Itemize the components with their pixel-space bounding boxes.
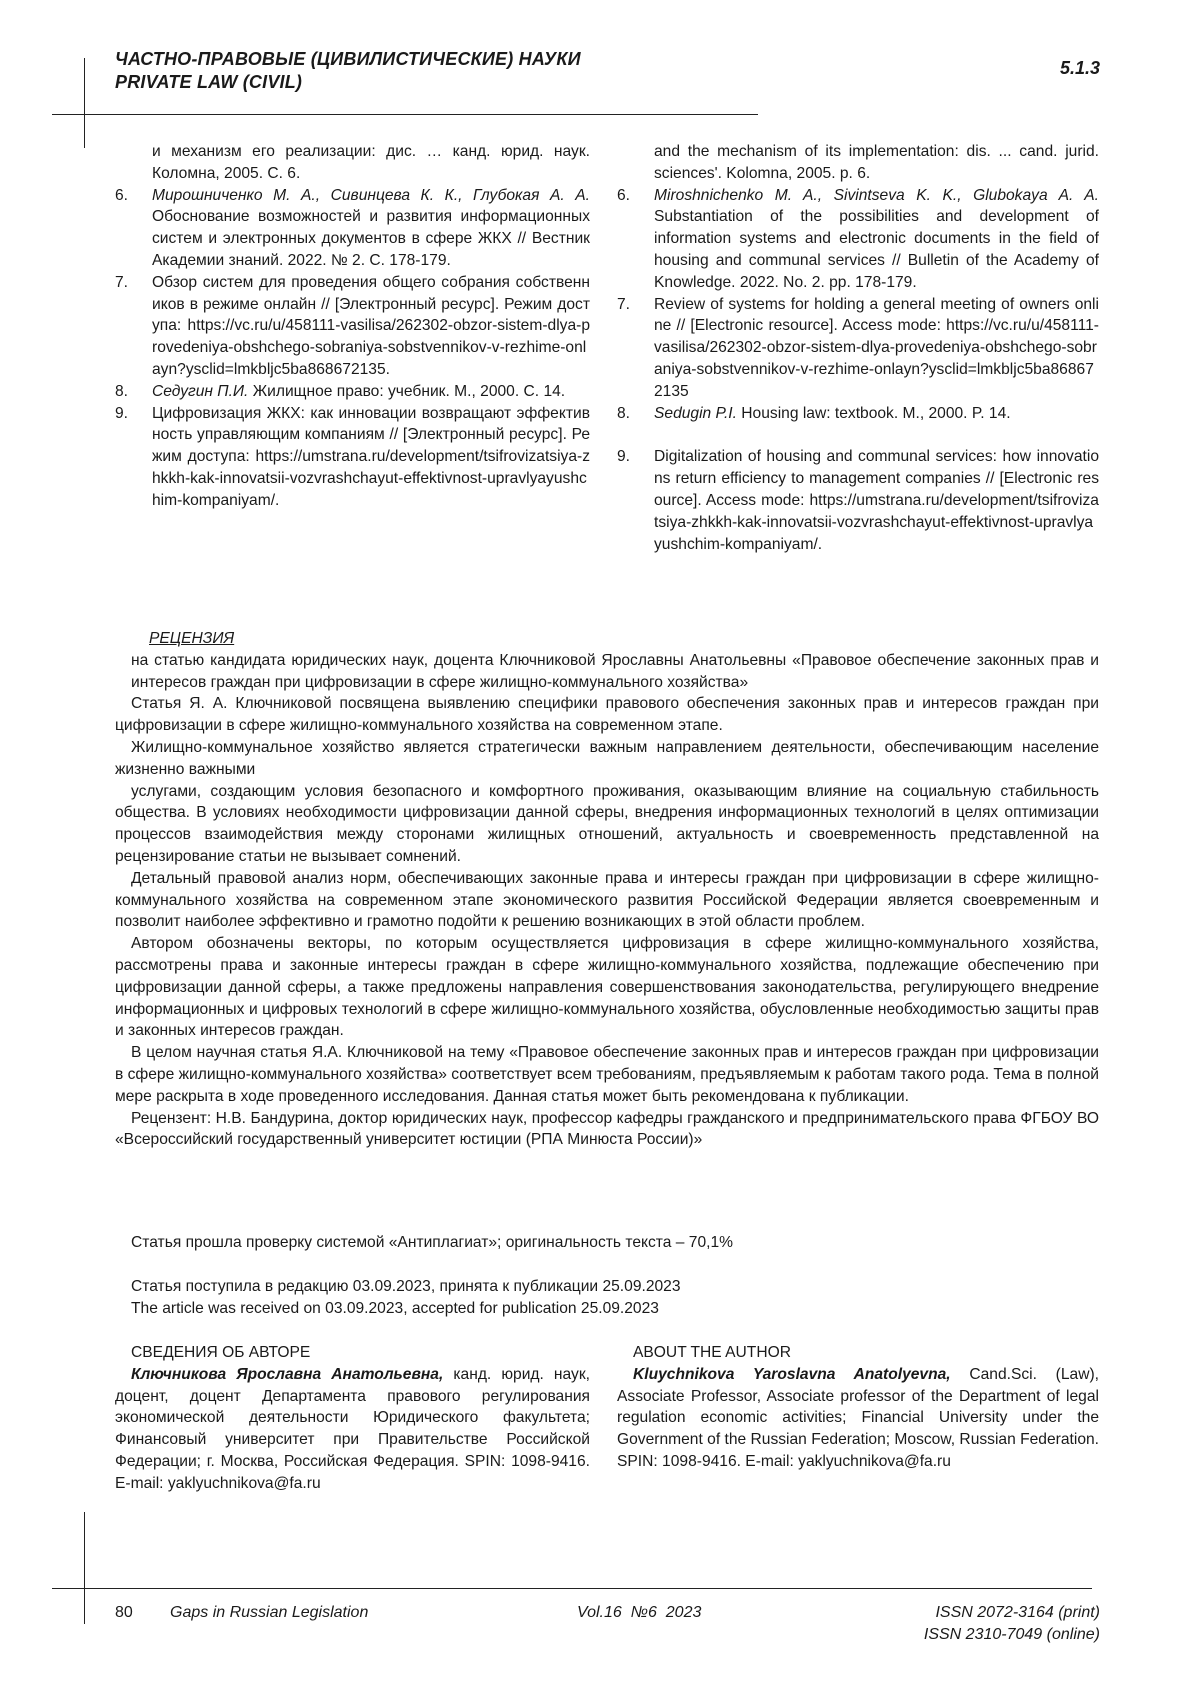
page-number: 80 [115, 1604, 133, 1621]
review-title: РЕЦЕНЗИЯ [149, 630, 235, 647]
section-header [115, 48, 581, 94]
reference-authors: Мирошниченко М. А., Сивинцева К. К., Глубокая А. А. [152, 186, 590, 204]
author-heading-ru: СВЕДЕНИЯ ОБ АВТОРЕ [131, 1344, 311, 1361]
received-note-en: The article was received on 03.09.2023, accepted for publication 25.09.2023 [131, 1299, 659, 1317]
author-info-en [617, 1342, 1099, 1473]
reference-number: 6. [617, 186, 631, 204]
author-name-en: Kluychnikova Yaroslavna Anatolyevna, [633, 1365, 951, 1383]
article-notes [131, 1232, 733, 1319]
reference-authors: Sedugin P.I. [654, 404, 737, 422]
reference-number: 8. [115, 382, 129, 400]
reference-item [617, 403, 1099, 425]
reference-number: 7. [115, 273, 129, 291]
reference-item [617, 185, 1099, 294]
reference-text: Цифровизация ЖКХ: как инновации возвращают эффективность управляющим компаниям // [Электронный ресурс]. Режим доступа: https://umstrana.ru/development/tsifrovizatsiya-zhkkh-kak-innovatsii-vozvrashchayut-effektivnost-upravlyayushchim-kompaniyam/. [152, 404, 590, 509]
review-paragraph: на статью кандидата юридических наук, доцента Ключниковой Ярославны Анатольевны «Правовое обеспечение законных прав и интересов граждан при цифровизации в сфере жилищно-коммунального хозяйства» [131, 651, 1099, 691]
reference-text: Substantiation of the possibilities and development of information systems and electronic documents in the field of housing and communal services // Bulletin of the Academy of Knowledge. 2022. No. 2. pp. 178-179. [654, 208, 1099, 291]
review-paragraph: услугами, создающим условия безопасного и комфортного проживания, оказывающим влияние на социальную стабильность общества. В условиях необходимости цифровизации данной сферы, внедрения информационных технологий в целях оптимизации процессов взаимодействия между сторонами жилищных отношений, актуальность и своевременность представленной на рецензирование статьи не вызывает сомнений. [115, 782, 1099, 865]
section-title-en: PRIVATE LAW (CIVIL) [115, 72, 303, 92]
reference-number: 8. [617, 404, 631, 422]
received-note-ru: Статья поступила в редакцию 03.09.2023, принята к публикации 25.09.2023 [131, 1277, 681, 1295]
top-left-vertical-rule [84, 58, 85, 148]
reference-authors: Miroshnichenko M. A., Sivintseva K. K., Glubokaya A. A. [654, 186, 1099, 204]
header-horizontal-rule [52, 114, 758, 115]
reference-continuation: and the mechanism of its implementation: dis. ... cand. jurid. sciences'. Kolomna, 2005. p. 6. [654, 143, 1099, 182]
author-description-en: Kluychnikova Yaroslavna Anatolyevna, Cand.Sci. (Law), Associate Professor, Associate professor of the Department of legal regulation economic activities; Financial University under the Government of the Russian Federation; Moscow, Russian Federation. SPIN: 1098-9416. E-mail: yaklyuchnikova@fa.ru [617, 1365, 1099, 1470]
reference-number: 6. [115, 186, 129, 204]
volume-info: Vol.16 №6 2023 [577, 1604, 702, 1621]
review-paragraph: Детальный правовой анализ норм, обеспечивающих законные права и интересы граждан при цифровизации в сфере жилищно-коммунального хозяйства на современном этапе экономического развития Российской Федерации является своевременным и позволит наиболее эффективно и грамотно подойти к решению возникающих в этой области проблем. [115, 869, 1099, 931]
issn-block [924, 1602, 1100, 1646]
reference-item [115, 272, 590, 381]
author-description-ru: Ключникова Ярославна Анатольевна, канд. юрид. наук, доцент, доцент Департамента правового регулирования экономической деятельности Юридического факультета; Финансовый университет при Правительстве Российской Федерации; г. Москва, Российская Федерация. SPIN: 1098-9416. E-mail: yaklyuchnikova@fa.ru [115, 1365, 590, 1492]
review-paragraph: Статья Я. А. Ключниковой посвящена выявлению специфики правового обеспечения законных прав и интересов граждан при цифровизации в сфере жилищно-коммунального хозяйства на современном этапе. [115, 695, 1099, 735]
reference-text: Housing law: textbook. M., 2000. P. 14. [736, 404, 1011, 422]
review-section [115, 628, 1099, 1151]
antiplagiat-note: Статья прошла проверку системой «Антиплагиат»; оригинальность текста – 70,1% [131, 1234, 733, 1251]
issn-print: ISSN 2072-3164 (print) [935, 1604, 1100, 1621]
reference-text: Жилищное право: учебник. М., 2000. С. 14. [248, 382, 566, 400]
review-paragraph: В целом научная статья Я.А. Ключниковой на тему «Правовое обеспечение законных прав и интересов граждан при цифровизации в сфере жилищно-коммунального хозяйства» соответствует всем требованиям, предъявляемым к работам такого рода. Тема в полной мере раскрыта в ходе проведенного исследования. Данная статья может быть рекомендована к публикации. [115, 1044, 1099, 1105]
journal-name: Gaps in Russian Legislation [170, 1604, 369, 1621]
bottom-left-vertical-rule [84, 1512, 85, 1624]
reference-item [617, 446, 1099, 555]
section-title-ru: ЧАСТНО-ПРАВОВЫЕ (ЦИВИЛИСТИЧЕСКИЕ) НАУКИ [115, 49, 581, 69]
review-paragraph: Автором обозначены векторы, по которым осуществляется цифровизация в сфере жилищно-коммунального хозяйства, рассмотрены права и законные интересы граждан в сфере жилищно-коммунального хозяйства, подлежащие обеспечению при цифровизации данной сферы, а также предложены направления совершенствования законодательства, регулирующего внедрение информационных и цифровых технологий в сфере жилищно-коммунального хозяйства, обусловленные необходимостью защиты прав и законных интересов граждан. [115, 935, 1099, 1040]
author-name-ru: Ключникова Ярославна Анатольевна, [131, 1365, 444, 1383]
reference-text: Обзор систем для проведения общего собрания собственников в режиме онлайн // [Электронный ресурс]. Режим доступа: https://vc.ru/u/458111-vasilisa/262302-obzor-sistem-dlya-provedeniya-obshchego-sobraniya-sobstvennikov-v-rezhime-onlayn?ysclid=lmkbljc5ba868672135. [152, 273, 590, 378]
review-paragraph: Жилищно-коммунальное хозяйство является стратегически важным направлением деятельности, обеспечивающим население жизненно важными [115, 738, 1099, 778]
reference-number: 7. [617, 295, 631, 313]
reference-number: 9. [115, 404, 129, 422]
reference-item [617, 294, 1099, 403]
reference-text: Digitalization of housing and communal services: how innovations return efficiency to management companies // [Electronic resource]. Access mode: https://umstrana.ru/development/tsifrovizatsiya-zhkkh-kak-innovatsii-vozvrashchayut-effektivnost-upravlyayushchim-kompaniyam/. [654, 448, 1099, 553]
reference-authors: Седугин П.И. [152, 382, 249, 400]
author-info-ru [115, 1342, 590, 1495]
reference-text: Review of systems for holding a general meeting of owners online // [Electronic resource]. Access mode: https://vc.ru/u/458111-vasilisa/262302-obzor-sistem-dlya-provedeniya-obshchego-sobraniya-sobstvennikov-v-rezhime-onlayn?ysclid=lmkbljc5ba868672135 [654, 295, 1099, 400]
reference-continuation: и механизм его реализации: дис. … канд. юрид. наук. Коломна, 2005. С. 6. [152, 143, 590, 182]
reference-item [115, 185, 590, 272]
reviewer-info: Рецензент: Н.В. Бандурина, доктор юридических наук, профессор кафедры гражданского и предпринимательского права ФГБОУ ВО «Всероссийский государственный университет юстиции (РПА Минюста России)» [115, 1109, 1099, 1149]
reference-gap [617, 424, 1099, 446]
references-ru [115, 141, 590, 512]
footer-horizontal-rule [52, 1588, 1092, 1589]
reference-item [115, 381, 590, 403]
section-code: 5.1.3 [1059, 58, 1100, 78]
reference-item [115, 403, 590, 512]
issn-online: ISSN 2310-7049 (online) [923, 1626, 1100, 1643]
references-en [617, 141, 1099, 555]
author-heading-en: ABOUT THE AUTHOR [633, 1344, 791, 1361]
reference-number: 9. [617, 448, 631, 466]
reference-text: Обоснование возможностей и развития информационных систем и электронных документов в сфере ЖКХ // Вестник Академии знаний. 2022. № 2. С. 178-179. [152, 208, 590, 269]
